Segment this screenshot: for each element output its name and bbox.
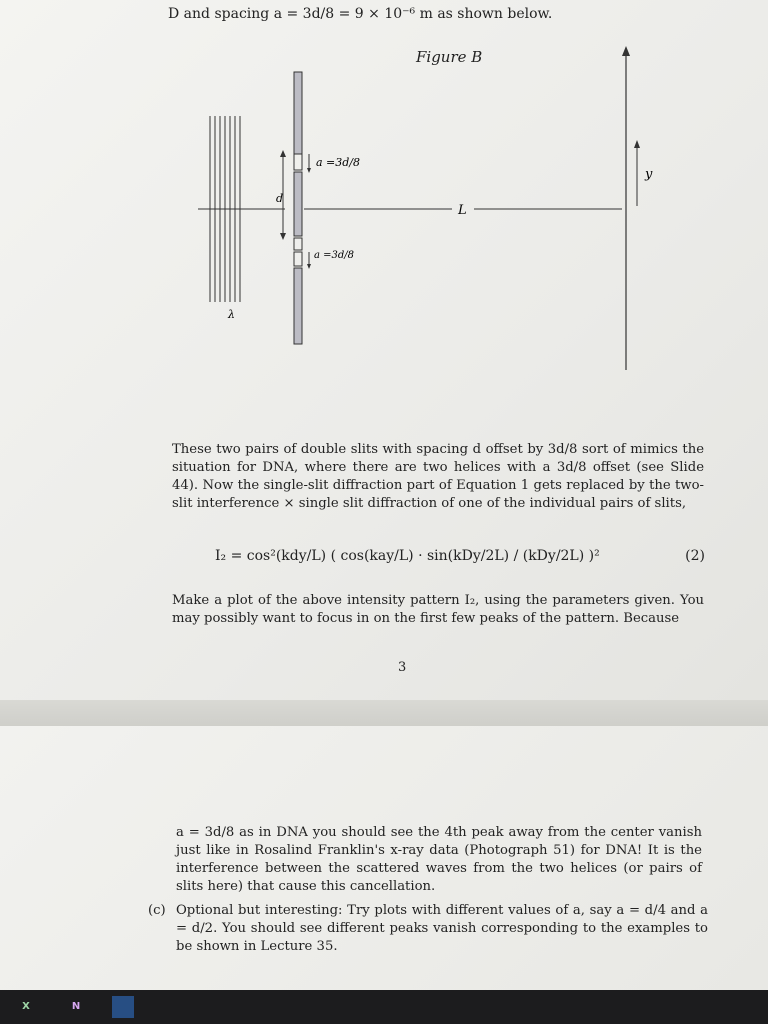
page-number: 3 (398, 660, 407, 675)
item-c-label: (c) (148, 903, 166, 918)
label-a-top: a =3d/8 (316, 156, 361, 169)
item-c-text: Optional but interesting: Try plots with different values of a, say a = d/4 and a = d/2. You should see different peaks vanish corresponding to the examples to be shown in Lecture 35. (176, 903, 708, 954)
label-y: y (645, 167, 653, 182)
equation-number: (2) (685, 548, 705, 564)
label-L: L (458, 203, 467, 218)
slit-barrier (294, 72, 302, 344)
figure-title: Figure B (416, 48, 483, 66)
item-c (148, 902, 708, 956)
label-a-bottom: a =3d/8 (314, 250, 355, 261)
page-gap (0, 700, 768, 726)
excel-taskbar-icon[interactable]: X (22, 1001, 30, 1012)
windows-taskbar (0, 990, 768, 1024)
equation-2 (215, 532, 705, 582)
double-slit-diagram (190, 40, 670, 380)
label-lambda: λ (228, 308, 235, 321)
app-taskbar-icon[interactable] (112, 996, 134, 1018)
paragraph-dna-cancellation: a = 3d/8 as in DNA you should see the 4th peak away from the center vanish just like in Rosalind Franklin's x-ray data (Photograph 51) for DNA! It is the interference between the scattered waves from the two helices (or pairs of slits here) that cause this cancellation. (176, 825, 702, 894)
label-d: d (276, 192, 284, 205)
header-line: D and spacing a = 3d/8 = 9 × 10⁻⁶ m as shown below. (168, 6, 553, 22)
paragraph-double-slits: These two pairs of double slits with spacing d offset by 3d/8 sort of mimics the situation for DNA, where there are two helices with a 3d/8 offset (see Slide 44). Now the single-slit diffraction part of Equation 1 gets replaced by the two-slit interference × single slit diffraction of one of the individual pairs of slits, (172, 442, 704, 511)
onenote-taskbar-icon[interactable]: N (71, 1001, 81, 1012)
paragraph-plot-instructions: Make a plot of the above intensity pattern I₂, using the parameters given. You may possibly want to focus in on the first few peaks of the pattern. Because (172, 593, 704, 626)
equation-text: I₂ = cos²(kdy/L) ( cos(kay/L) · sin(kDy/2L) / (kDy/2L) )² (215, 548, 600, 564)
